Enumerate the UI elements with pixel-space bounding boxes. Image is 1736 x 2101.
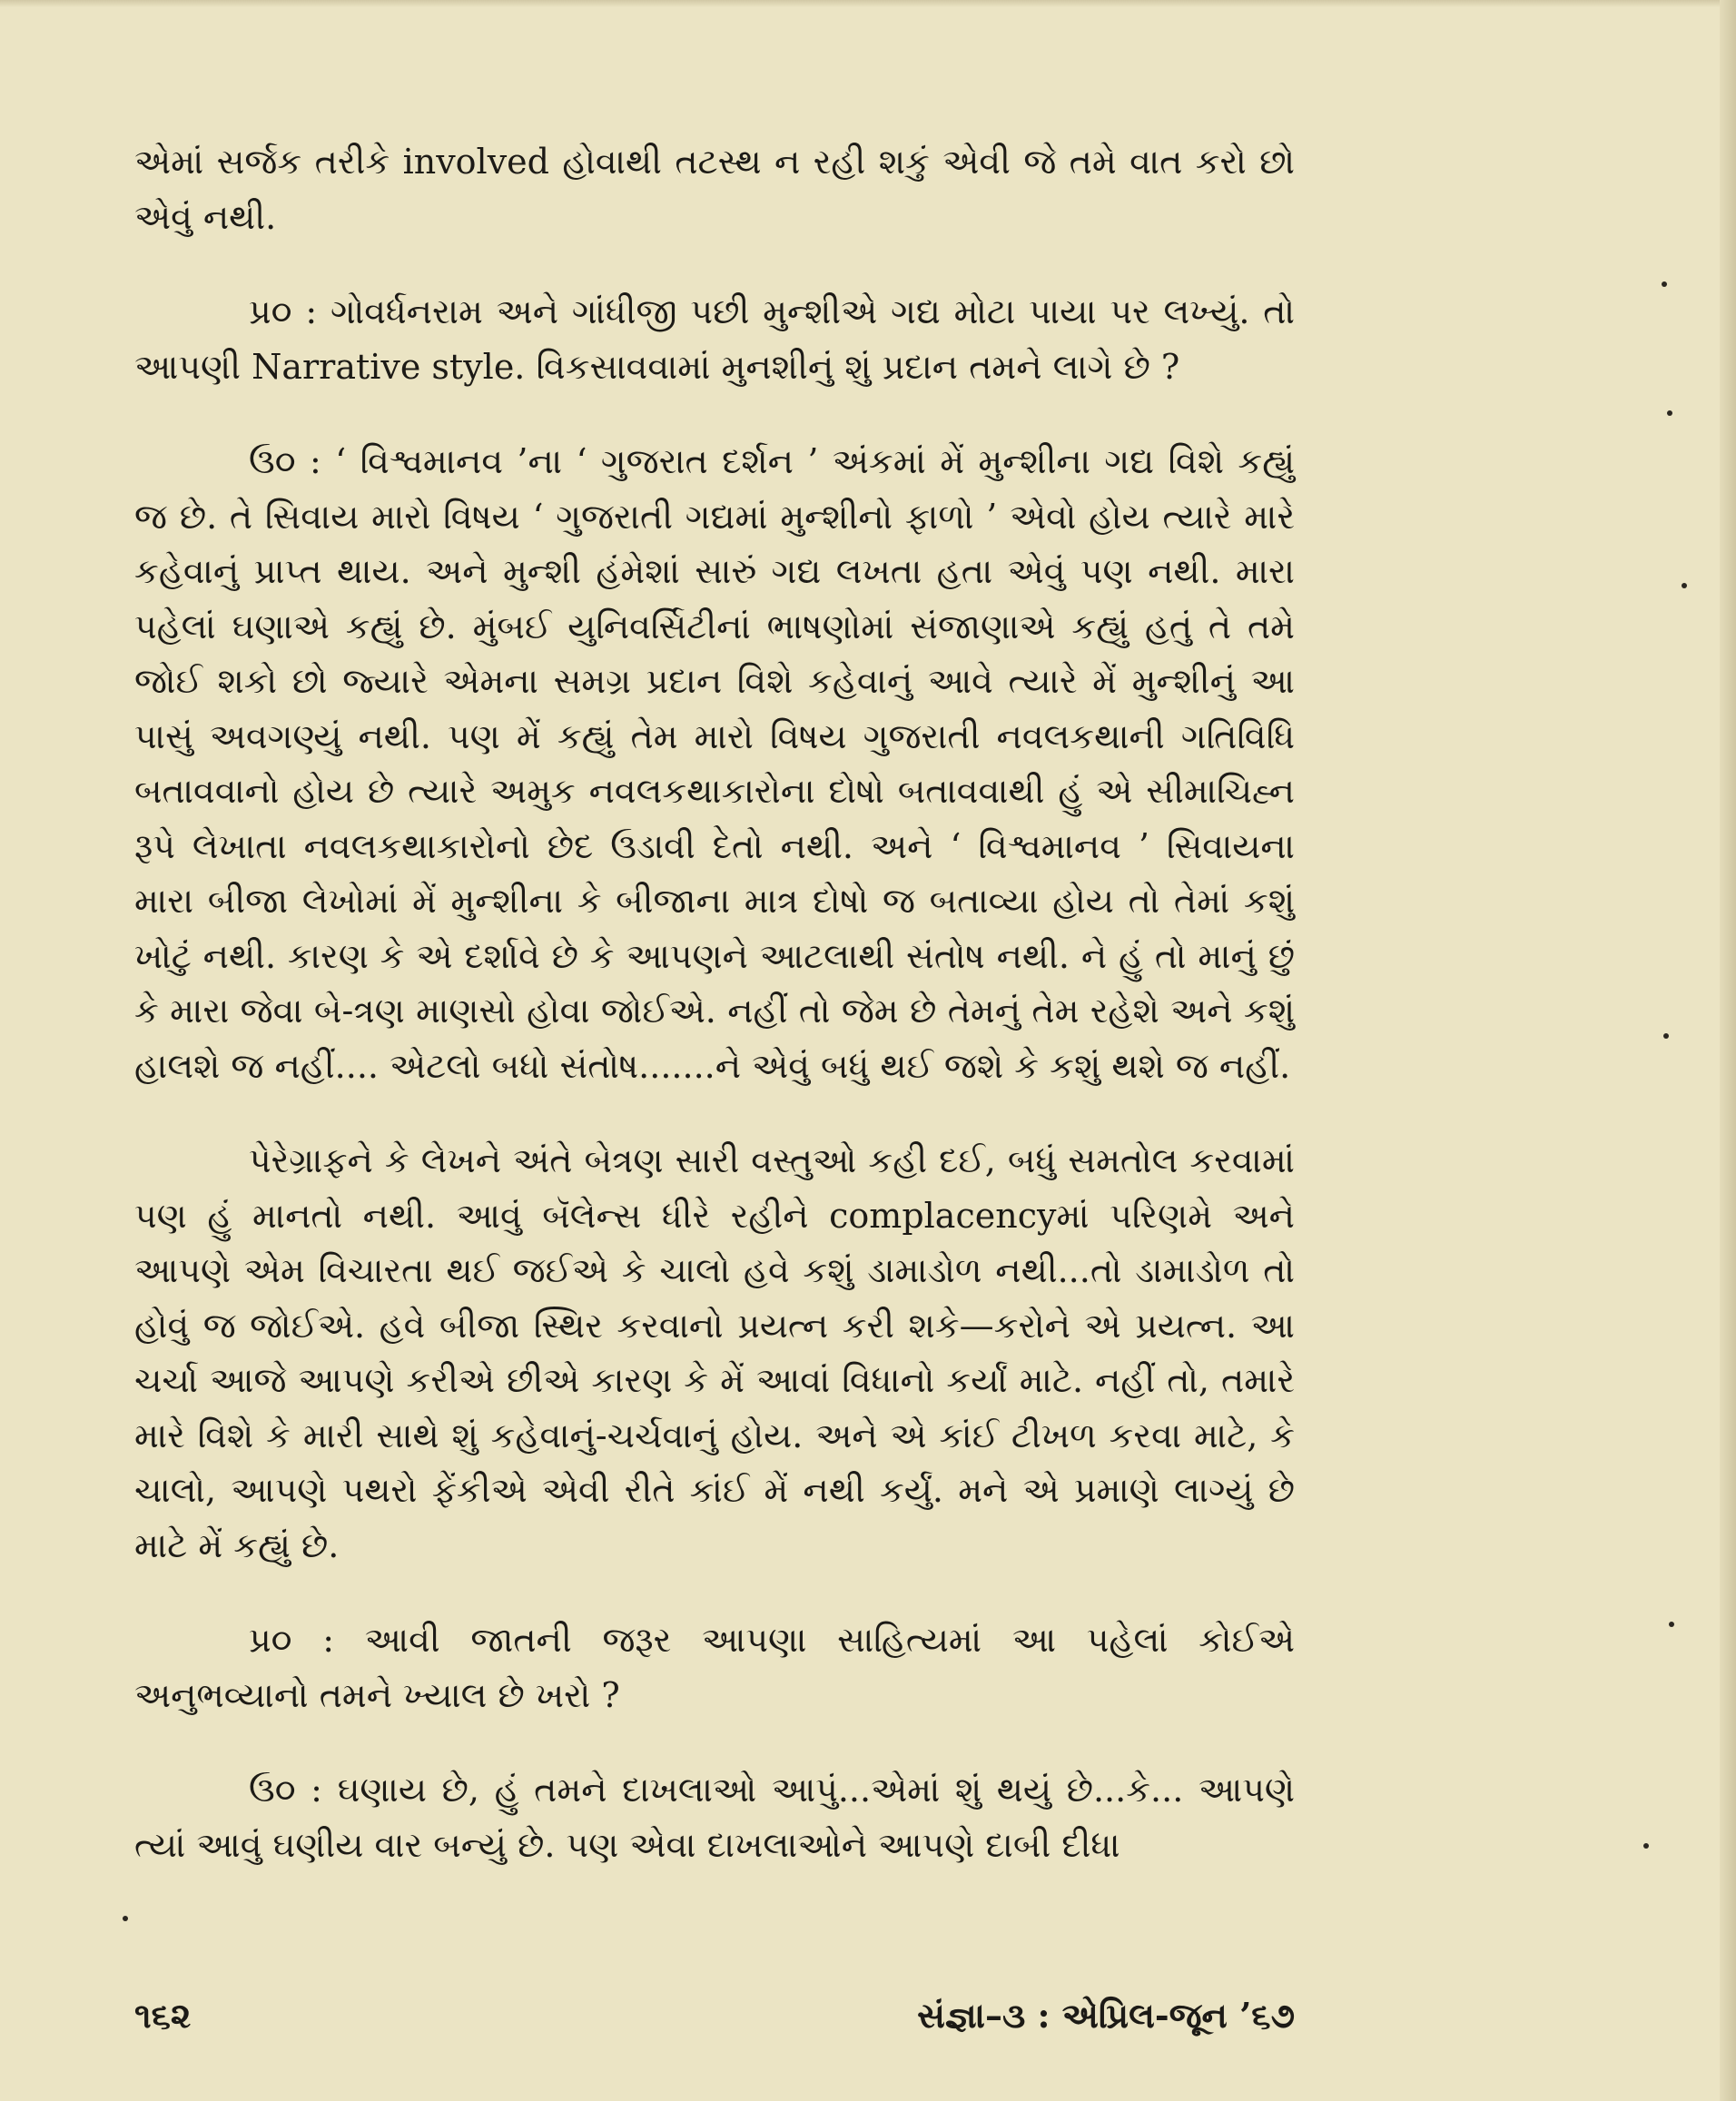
page-right-edge — [1720, 0, 1736, 2101]
margin-mark — [1662, 281, 1667, 287]
page-footer — [134, 1988, 1295, 2043]
margin-mark — [1643, 1843, 1649, 1849]
margin-mark — [1663, 1033, 1669, 1039]
paragraph-4: પેરેગ્રાફને કે લેખને અંતે બેત્રણ સારી વસ્તુઓ કહી દઈ, બધું સમતોલ કરવામાં પણ હું માનતો નથી. આવું બૅલેન્સ ધીરે રહીને complacencyમાં પરિણમે અને આપણે એમ વિચારતા થઈ જઈએ કે ચાલો હવે કશું ડામાડોળ નથી...તો ડામાડોળ તો હોવું જ જોઈએ. હવે બીજા સ્થિર કરવાનો પ્રયત્ન કરી શકે—કરોને એ પ્રયત્ન. આ ચર્ચા આજે આપણે કરીએ છીએ કારણ કે મેં આવાં વિધાનો કર્યાં માટે. નહીં તો, તમારે મારે વિશે કે મારી સાથે શું કહેવાનું-ચર્ચવાનું હોય. અને એ કાંઈ ટીખળ કરવા માટે, કે ચાલો, આપણે પથરો ફેંકીએ એવી રીતે કાંઈ મેં નથી કર્યું. મને એ પ્રમાણે લાગ્યું છે માટે મેં કહ્યું છે. — [134, 1140, 1295, 1565]
margin-mark — [1682, 583, 1687, 588]
margin-mark — [1667, 410, 1672, 416]
paragraph-3: ઉ૦ : ‘ વિશ્વમાનવ ’ના ‘ ગુજરાત દર્શન ’ અંકમાં મેં મુન્શીના ગદ્ય વિશે કહ્યું જ છે. તે સિવાય મારો વિષય ‘ ગુજરાતી ગદ્યમાં મુન્શીનો ફાળો ’ એવો હોય ત્યારે મારે કહેવાનું પ્રાપ્ત થાય. અને મુન્શી હંમેશાં સારું ગદ્ય લખતા હતા એવું પણ નથી. મારા પહેલાં ઘણાએ કહ્યું છે. મુંબઈ યુનિવર્સિટીનાં ભાષણોમાં સંજાણાએ કહ્યું હતું તે તમે જોઈ શકો છો જ્યારે એમના સમગ્ર પ્રદાન વિશે કહેવાનું આવે ત્યારે મેં મુન્શીનું આ પાસું અવગણ્યું નથી. પણ મેં કહ્યું તેમ મારો વિષય ગુજરાતી નવલકથાની ગતિવિધિ બતાવવાનો હોય છે ત્યારે અમુક નવલકથાકારોના દોષો બતાવવાથી હું એ સીમાચિહ્ન રૂપે લેખાતા નવલકથાકારોનો છેદ ઉડાવી દેતો નથી. અને ‘ વિશ્વમાનવ ’ સિવાયના મારા બીજા લેખોમાં મેં મુન્શીના કે બીજાના માત્ર દોષો જ બતાવ્યા હોય તો તેમાં કશું ખોટું નથી. કારણ કે એ દર્શાવે છે કે આપણને આટલાથી સંતોષ નથી. ને હું તો માનું છું કે મારા જેવા બે-ત્રણ માણસો હોવા જોઈએ. નહીં તો જેમ છે તેમનું તેમ રહેશે અને કશું હાલશે જ નહીં.... એટલો બધો સંતોષ.......ને એવું બધું થઈ જશે કે કશું થશે જ નહીં. — [134, 441, 1295, 1086]
page-number: ૧૬૨ — [134, 1995, 192, 2036]
margin-mark — [1669, 1622, 1674, 1627]
journal-reference: સંજ્ઞા–૩ : એપ્રિલ-જૂન ’૬૭ — [917, 1995, 1295, 2036]
paragraph-6: ઉ૦ : ઘણાય છે, હું તમને દાખલાઓ આપું...એમાં શું થયું છે...કે... આપણે ત્યાં આવું ઘણીય વાર બન્યું છે. પણ એવા દાખલાઓને આપણે દાબી દીધા — [134, 1770, 1295, 1865]
paragraph-2: પ્ર૦ : ગોવર્ધનરામ અને ગાંધીજી પછી મુન્શીએ ગદ્ય મોટા પાયા પર લખ્યું. તો આપણી Narrative style. વિકસાવવામાં મુનશીનું શું પ્રદાન તમને લાગે છે ? — [134, 291, 1295, 387]
margin-mark — [123, 1916, 128, 1921]
body-text — [134, 134, 1295, 1912]
page-top-edge — [0, 0, 1736, 7]
paragraph-5: પ્ર૦ : આવી જાતની જરૂર આપણા સાહિત્યમાં આ પહેલાં કોઈએ અનુભવ્યાનો તમને ખ્યાલ છે ખરો ? — [134, 1620, 1295, 1715]
paragraph-1: એમાં સર્જક તરીકે involved હોવાથી તટસ્થ ન રહી શકું એવી જે તમે વાત કરો છો એવું નથી. — [134, 142, 1295, 237]
